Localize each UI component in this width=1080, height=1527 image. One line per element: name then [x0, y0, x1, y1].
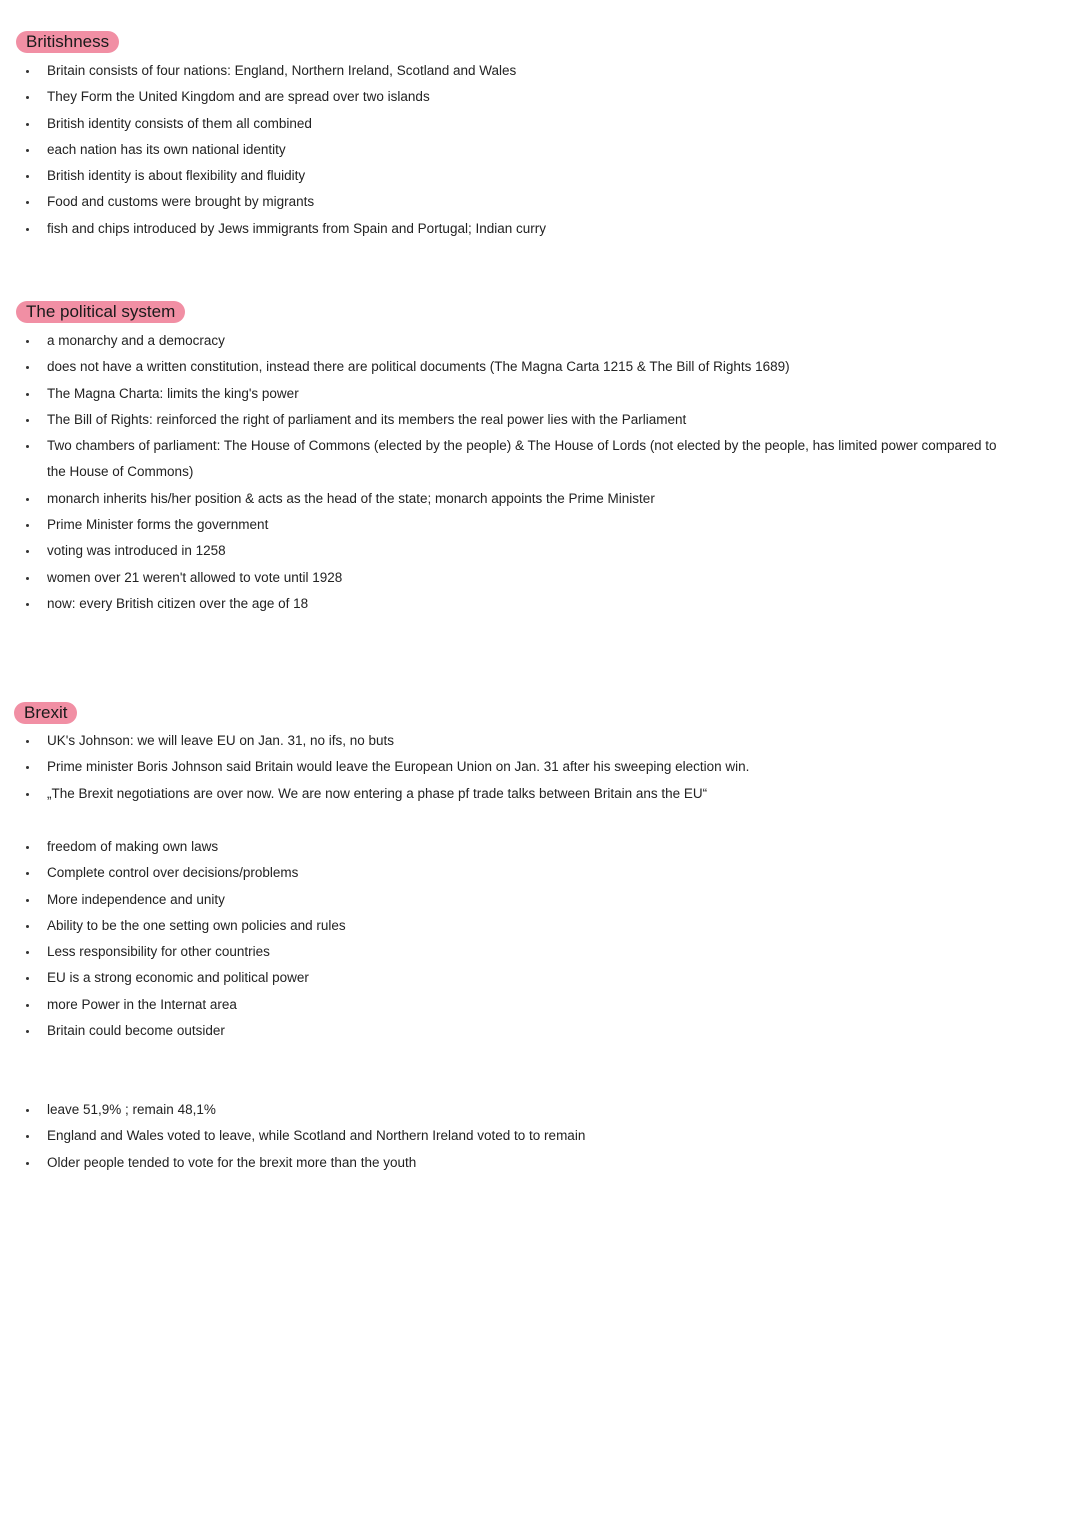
list-item: Older people tended to vote for the brexit more than the youth [0, 1150, 1080, 1176]
list-item: Ability to be the one setting own policies and rules [0, 913, 1080, 939]
political-system-list [0, 328, 1080, 617]
list-item: Less responsibility for other countries [0, 939, 1080, 965]
list-item: Complete control over decisions/problems [0, 860, 1080, 886]
list-item: EU is a strong economic and political power [0, 965, 1080, 991]
list-item: Food and customs were brought by migrants [0, 189, 1080, 215]
list-item: Prime minister Boris Johnson said Britain would leave the European Union on Jan. 31 after his sweeping election win. [0, 754, 1080, 780]
britishness-list [0, 58, 1080, 242]
list-item: British identity consists of them all combined [0, 111, 1080, 137]
list-item: more Power in the Internat area [0, 992, 1080, 1018]
political-system-heading: The political system [16, 301, 185, 323]
list-item: British identity is about flexibility and fluidity [0, 163, 1080, 189]
brexit-pros-cons-list [0, 834, 1080, 1044]
list-item: a monarchy and a democracy [0, 328, 1080, 354]
britishness-heading: Britishness [16, 31, 119, 53]
list-item: fish and chips introduced by Jews immigrants from Spain and Portugal; Indian curry [0, 216, 1080, 242]
list-item: The Magna Charta: limits the king's power [0, 381, 1080, 407]
brexit-news-list [0, 728, 1080, 807]
list-item: The Bill of Rights: reinforced the right of parliament and its members the real power lies with the Parliament [0, 407, 1080, 433]
list-item: They Form the United Kingdom and are spread over two islands [0, 84, 1080, 110]
list-item: Britain consists of four nations: England, Northern Ireland, Scotland and Wales [0, 58, 1080, 84]
list-item: Prime Minister forms the government [0, 512, 1080, 538]
list-item: Britain could become outsider [0, 1018, 1080, 1044]
list-item: leave 51,9% ; remain 48,1% [0, 1097, 1080, 1123]
list-item: freedom of making own laws [0, 834, 1080, 860]
list-item: England and Wales voted to leave, while Scotland and Northern Ireland voted to to remain [0, 1123, 1080, 1149]
brexit-heading: Brexit [14, 702, 77, 724]
list-item: „The Brexit negotiations are over now. We are now entering a phase pf trade talks between Britain ans the EU“ [0, 781, 1080, 807]
list-item: now: every British citizen over the age of 18 [0, 591, 1080, 617]
list-item: women over 21 weren't allowed to vote until 1928 [0, 565, 1080, 591]
list-item: UK's Johnson: we will leave EU on Jan. 31, no ifs, no buts [0, 728, 1080, 754]
brexit-results-list [0, 1097, 1080, 1176]
list-item: Two chambers of parliament: The House of Commons (elected by the people) & The House of Lords (not elected by the people, has limited power compared to the House of Commons) [0, 433, 1007, 486]
list-item: voting was introduced in 1258 [0, 538, 1080, 564]
list-item: each nation has its own national identity [0, 137, 1080, 163]
list-item: monarch inherits his/her position & acts as the head of the state; monarch appoints the Prime Minister [0, 486, 1080, 512]
list-item: does not have a written constitution, instead there are political documents (The Magna Carta 1215 & The Bill of Rights 1689) [0, 354, 1080, 380]
list-item: More independence and unity [0, 887, 1080, 913]
